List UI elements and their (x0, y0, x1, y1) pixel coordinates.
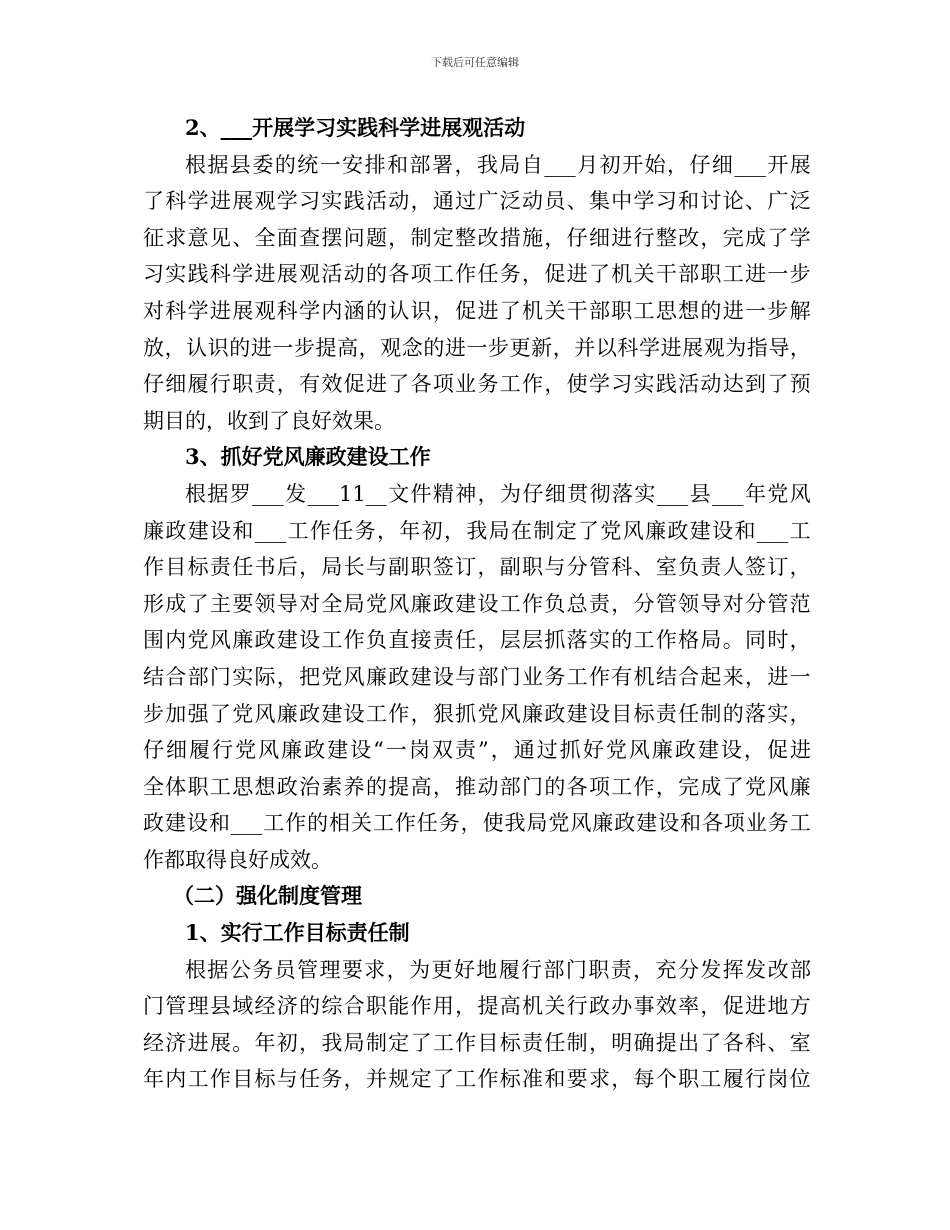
paragraph-line: 了 科 学 进 展 观 学 习 实 践 活 动 ， 通 过 广 泛 动 员 、 集 中 学 习 和 讨 论 、 广 泛 (143, 189, 811, 214)
paragraph-line: 作 目 标 责 任 书 后 ， 局 长 与 副 职 签 订 ， 副 职 与 分 管 科 、 室 负 责 人 签 订 ， (143, 555, 811, 580)
document-body (143, 110, 811, 1098)
paragraph-line: 廉 政 建 设 和 ___ 工 作 任 务 ， 年 初 ， 我 局 在 制 定 了 党 风 廉 政 建 设 和 ___ 工 (143, 518, 811, 543)
paragraph-line: 围 内 党 风 廉 政 建 设 工 作 负 直 接 责 任 ， 层 层 抓 落 实 的 工 作 格 局 。 同 时 ， (143, 628, 811, 653)
paragraph-line: 年 内 工 作 目 标 与 任 务 ， 并 规 定 了 工 作 标 准 和 要 求 ， 每 个 职 工 履 行 岗 位 (143, 1067, 811, 1092)
paragraph-line: 仔 细 履 行 职 责 ， 有 效 促 进 了 各 项 业 务 工 作 ， 使 学 习 实 践 活 动 达 到 了 预 (143, 372, 811, 397)
paragraph-line: 政 建 设 和 ___ 工 作 的 相 关 工 作 任 务 ， 使 我 局 党 风 廉 政 建 设 和 各 项 业 务 工 (143, 811, 811, 836)
section-heading: 1、实行工作目标责任制 (185, 920, 410, 946)
paragraph-line: 门 管 理 县 域 经 济 的 综 合 职 能 作 用 ， 提 高 机 关 行 政 办 事 效 率 ， 促 进 地 方 (143, 994, 811, 1019)
paragraph-line: 根 据 县 委 的 统 一 安 排 和 部 署 ， 我 局 自 ___ 月 初 开 始 ， 仔 细 ___ 开 展 (185, 152, 811, 177)
paragraph-line: 形 成 了 主 要 领 导 对 全 局 党 风 廉 政 建 设 工 作 负 总 责 ， 分 管 领 导 对 分 管 范 (143, 591, 811, 616)
paragraph-line: 征 求 意 见 、 全 面 查 摆 问 题 ， 制 定 整 改 措 施 ， 仔 细 进 行 整 改 ， 完 成 了 学 (143, 225, 811, 250)
paragraph-line: 对 科 学 进 展 观 科 学 内 涵 的 认 识 ， 促 进 了 机 关 干 部 职 工 思 想 的 进 一 步 解 (143, 298, 811, 323)
paragraph-line: 全 体 职 工 思 想 政 治 素 养 的 提 高 ， 推 动 部 门 的 各 项 工 作 ， 完 成 了 党 风 廉 (143, 774, 811, 799)
paragraph-line: 根 据 公 务 员 管 理 要 求 ， 为 更 好 地 履 行 部 门 职 责 ， 充 分 发 挥 发 改 部 (185, 957, 811, 982)
section-heading: 3、抓好党风廉政建设工作 (185, 444, 431, 470)
paragraph-line: 步 加 强 了 党 风 廉 政 建 设 工 作 ， 狠 抓 党 风 廉 政 建 设 目 标 责 任 制 的 落 实 ， (143, 701, 811, 726)
section-heading: （二）强化制度管理 (173, 883, 362, 909)
paragraph-line: 经 济 进 展 。 年 初 ， 我 局 制 定 了 工 作 目 标 责 任 制 ， 明 确 提 出 了 各 科 、 室 (143, 1030, 811, 1055)
paragraph-line: 结 合 部 门 实 际 ， 把 党 风 廉 政 建 设 与 部 门 业 务 工 作 有 机 结 合 起 来 ， 进 一 (143, 664, 811, 689)
section-heading: 2、___开展学习实践科学进展观活动 (185, 115, 526, 140)
paragraph-line: 放 ， 认 识 的 进 一 步 提 高 ， 观 念 的 进 一 步 更 新 ， 并 以 科 学 进 展 观 为 指 导 ， (143, 335, 811, 360)
paragraph-line: 仔 细 履 行 党 风 廉 政 建 设 “ 一 岗 双 责 ” ， 通 过 抓 好 党 风 廉 政 建 设 ， 促 进 (143, 738, 811, 763)
paragraph-line: 作都取得良好成效。 (143, 847, 332, 872)
paragraph-line: 期目的，收到了良好效果。 (143, 408, 395, 433)
paragraph-line: 习 实 践 科 学 进 展 观 活 动 的 各 项 工 作 任 务 ， 促 进 了 机 关 干 部 职 工 进 一 步 (143, 262, 811, 287)
page-header-note: 下载后可任意编辑 (431, 56, 519, 69)
paragraph-line: 根 据 罗 ___ 发 ___11__ 文 件 精 神 ， 为 仔 细 贯 彻 落 实 ___ 县 ___ 年 党 风 (185, 481, 811, 506)
